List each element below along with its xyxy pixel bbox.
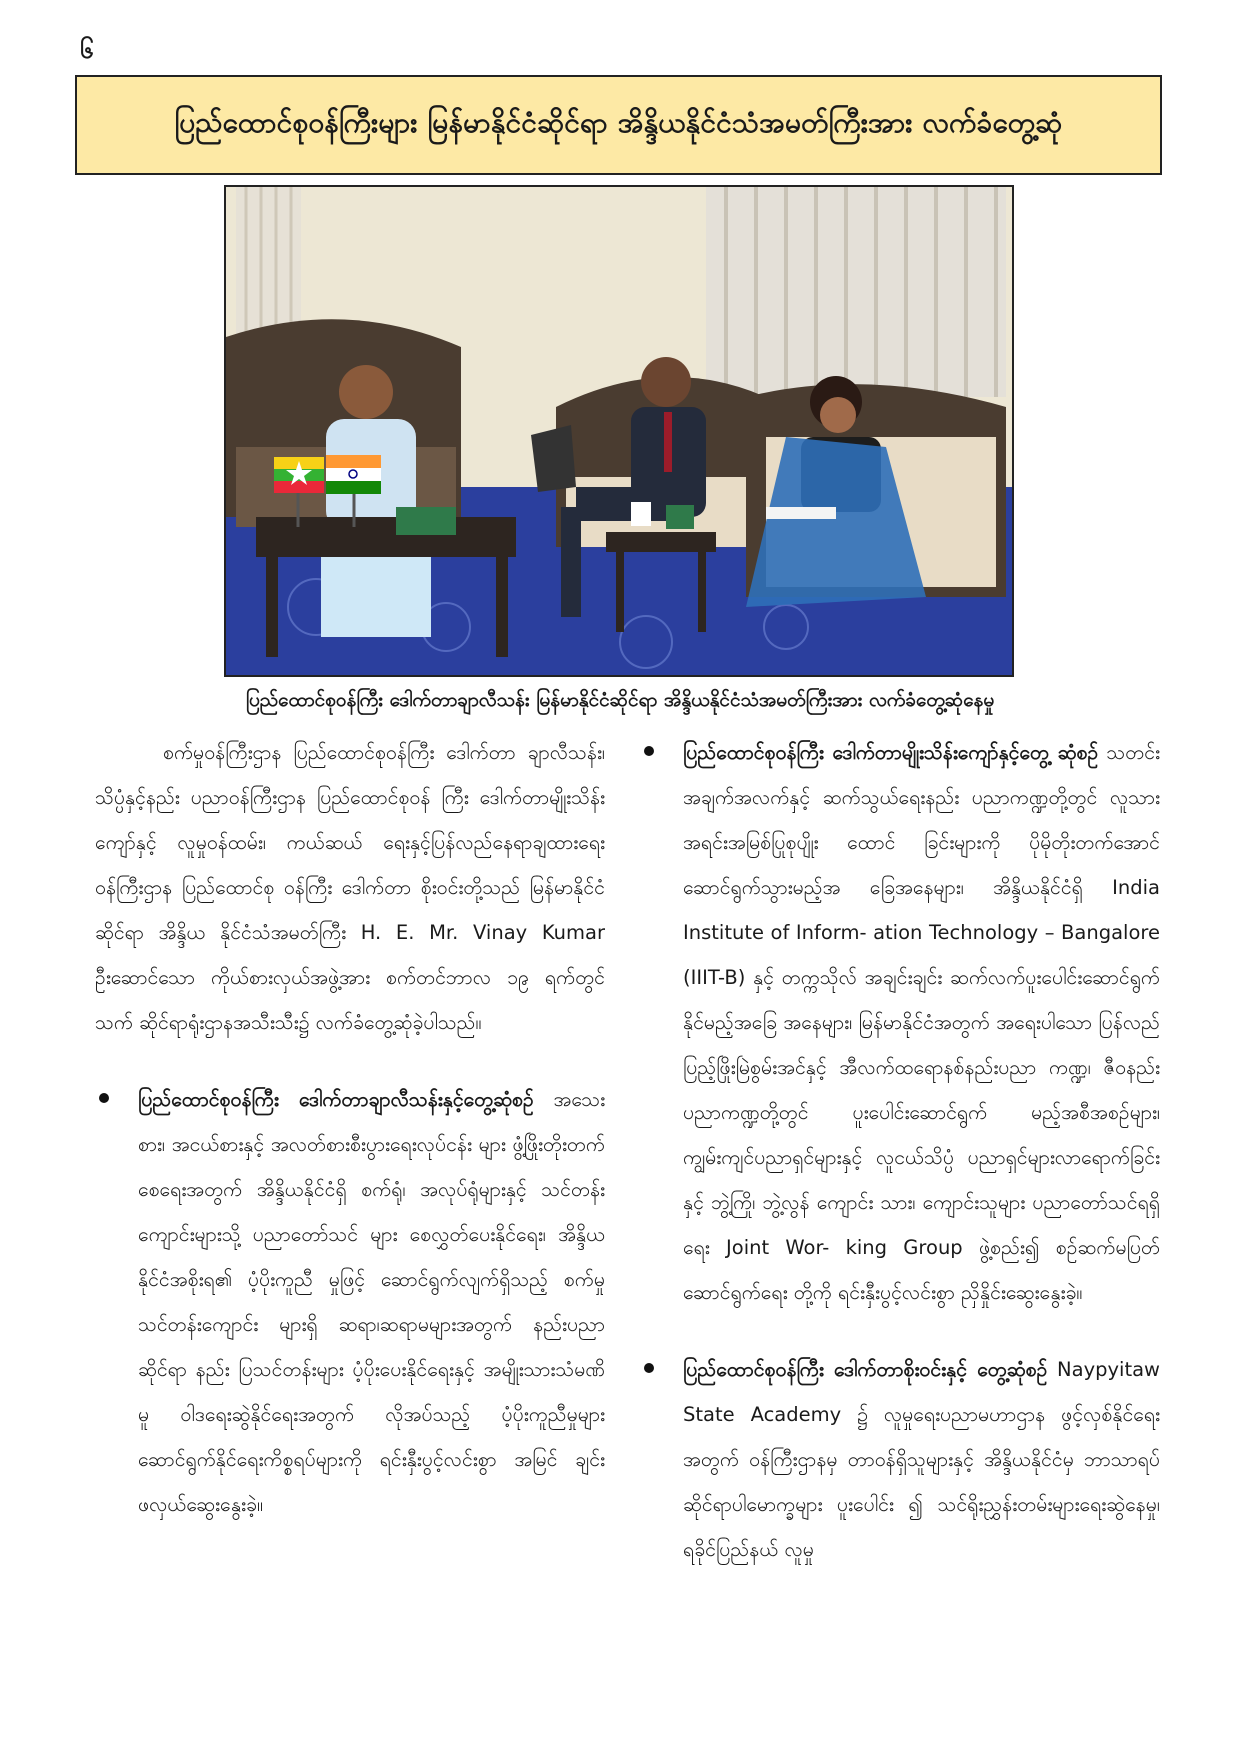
person-middle-head: [641, 357, 691, 407]
bullet-heading: ပြည်ထောင်စုဝန်ကြီး ဒေါက်တာမျိုးသိန်းကျော်နှင့်တွေ့ ဆုံစဉ်: [683, 741, 1099, 764]
headline: ပြည်ထောင်စုဝန်ကြီးများ မြန်မာနိုင်ငံဆိုင်ရာ အိန္ဒိယနိုင်ငံသံအမတ်ကြီးအား လက်ခံတွေ့ဆုံ: [174, 106, 1063, 139]
flag-myanmar-red: [274, 481, 324, 493]
intro-paragraph: စက်မှုဝန်ကြီးဌာန ပြည်ထောင်စုဝန်ကြီး ဒေါက်တာ ချာလီသန်း၊ သိပ္ပံနှင့်နည်း ပညာဝန်ကြီးဌာန ပြည်ထောင်စုဝန် ကြီး ဒေါက်တာမျိုးသိန်းကျော်နှင့် လူမှုဝန်ထမ်း၊ ကယ်ဆယ် ရေးနှင့်ပြန်လည်နေရာချထားရေးဝန်ကြီးဌာန ပြည်ထောင်စု ဝန်ကြီး ဒေါက်တာ စိုးဝင်းတို့သည် မြန်မာနိုင်ငံဆိုင်ရာ အိန္ဒိယ နိုင်ငံသံအမတ်ကြီး H. E. Mr. Vinay Kumar ဦးဆောင်သော ကိုယ်စားလှယ်အဖွဲ့အား စက်တင်ဘာလ ၁၉ ရက်တွင် သက် ဆိုင်ရာရုံးဌာနအသီးသီး၌ လက်ခံတွေ့ဆုံခဲ့ပါသည်။: [95, 741, 605, 1034]
bullet-meeting-charlie-than: [95, 1077, 605, 1527]
right-column: [640, 730, 1160, 1572]
bullet-body: Naypyitaw State Academy ၌ လူမှုရေးပညာမဟာဌာန ဖွင့်လှစ်နိုင်ရေးအတွက် ဝန်ကြီးဌာနမှ တာဝန်ရှိသူများနှင့် အိန္ဒိယနိုင်ငံမှ ဘာသာရပ်ဆိုင်ရာပါမောက္ခများ ပူးပေါင်း ၍ သင်ရိုးညွှန်းတမ်းများရေးဆွဲနေမှု၊ ရခိုင်ပြည်နယ် လူမှု: [683, 1358, 1160, 1561]
tissue-box: [396, 507, 456, 535]
left-column: [95, 730, 605, 1527]
bullet-icon: [644, 746, 654, 756]
bullet-meeting-myo-thein-kyaw: [640, 730, 1160, 1315]
bullet-body: သတင်းအချက်အလက်နှင့် ဆက်သွယ်ရေးနည်း ပညာကဏ္ဍတို့တွင် လူသားအရင်းအမြစ်ပြုစုပျိုး ထောင် ခြင်းများကို ပိုမိုတိုးတက်အောင် ဆောင်ရွက်သွားမည့်အ ခြေအနေများ၊ အိန္ဒိယနိုင်ငံရှိ India Institute of Inform- ation Technology – Bangalore (IIIT-B) နှင့် တက္ကသိုလ် အချင်းချင်း ဆက်လက်ပူးပေါင်းဆောင်ရွက်နိုင်မည့်အခြေ အနေများ၊ မြန်မာနိုင်ငံအတွက် အရေးပါသော ပြန်လည် ပြည့်ဖြိုးမြဲစွမ်းအင်နှင့် အီလက်ထရောနစ်နည်းပညာ ကဏ္ဍ၊ ဇီဝနည်းပညာကဏ္ဍတို့တွင် ပူးပေါင်းဆောင်ရွက် မည့်အစီအစဉ်များ၊ ကျွမ်းကျင်ပညာရှင်များနှင့် လူငယ်သိပ္ပံ ပညာရှင်များလာရောက်ခြင်းနှင့် ဘွဲ့ကြို၊ ဘွဲ့လွန် ကျောင်း သား၊ ကျောင်းသူများ ပညာတော်သင်ရရှိရေး Joint Wor- king Group ဖွဲ့စည်း၍ စဉ်ဆက်မပြတ် ဆောင်ရွက်ရေး တို့ကို ရင်းနှီးပွင့်လင်းစွာ ညှိနှိုင်းဆွေးနွေးခဲ့။: [683, 741, 1160, 1304]
flag-india-green: [326, 481, 381, 494]
meeting-photo-illustration: [226, 187, 1012, 675]
cup: [631, 502, 651, 526]
bullet-icon: [99, 1093, 109, 1103]
page-number: ၆: [80, 36, 94, 64]
meeting-photo: [224, 185, 1014, 677]
bullet-meeting-soe-win: [640, 1347, 1160, 1572]
bullet-body: အသေးစား၊ အငယ်စားနှင့် အလတ်စားစီးပွားရေးလုပ်ငန်း များ ဖွံ့ဖြိုးတိုးတက်စေရေးအတွက် အိန္ဒိယနိုင်ငံရှိ စက်ရုံ၊ အလုပ်ရုံများနှင့် သင်တန်းကျောင်းများသို့ ပညာတော်သင် များ စေလွှတ်ပေးနိုင်ရေး၊ အိန္ဒိယနိုင်ငံအစိုးရ၏ ပံ့ပိုးကူညီ မှုဖြင့် ဆောင်ရွက်လျက်ရှိသည့် စက်မှုသင်တန်းကျောင်း များရှိ ဆရာ၊ဆရာမများအတွက် နည်းပညာဆိုင်ရာ နည်း ပြသင်တန်းများ ပံ့ပိုးပေးနိုင်ရေးနှင့် အမျိုးသားသံမဏိ မူ ဝါဒရေးဆွဲနိုင်ရေးအတွက် လိုအပ်သည့် ပံ့ပိုးကူညီမှုများ ဆောင်ရွက်နိုင်ရေးကိစ္စရပ်များကို ရင်းနှီးပွင့်လင်းစွာ အမြင် ချင်း ဖလှယ်ဆွေးနွေးခဲ့။: [138, 1088, 606, 1516]
bullet-icon: [644, 1363, 654, 1373]
photo-caption: ပြည်ထောင်စုဝန်ကြီး ဒေါက်တာချာလီသန်း မြန်မာနိုင်ငံဆိုင်ရာ အိန္ဒိယနိုင်ငံသံအမတ်ကြီးအား လက်ခံတွေ့ဆုံနေမှု: [245, 689, 995, 711]
coffee-table: [256, 517, 516, 557]
curtain-right: [706, 187, 1006, 397]
person-left-head: [339, 365, 393, 419]
notepad: [766, 507, 836, 519]
bullet-heading: ပြည်ထောင်စုဝန်ကြီး ဒေါက်တာချာလီသန်းနှင့်တွေ့ဆုံစဉ်: [138, 1088, 534, 1111]
flag-india-saffron: [326, 455, 381, 468]
headline-box: [75, 75, 1162, 175]
bullet-heading: ပြည်ထောင်စုဝန်ကြီး ဒေါက်တာစိုးဝင်းနှင့် တွေ့ဆုံစဉ်: [683, 1358, 1048, 1381]
side-table: [606, 532, 716, 552]
laptop: [531, 425, 576, 492]
person-middle-tie: [664, 412, 672, 472]
